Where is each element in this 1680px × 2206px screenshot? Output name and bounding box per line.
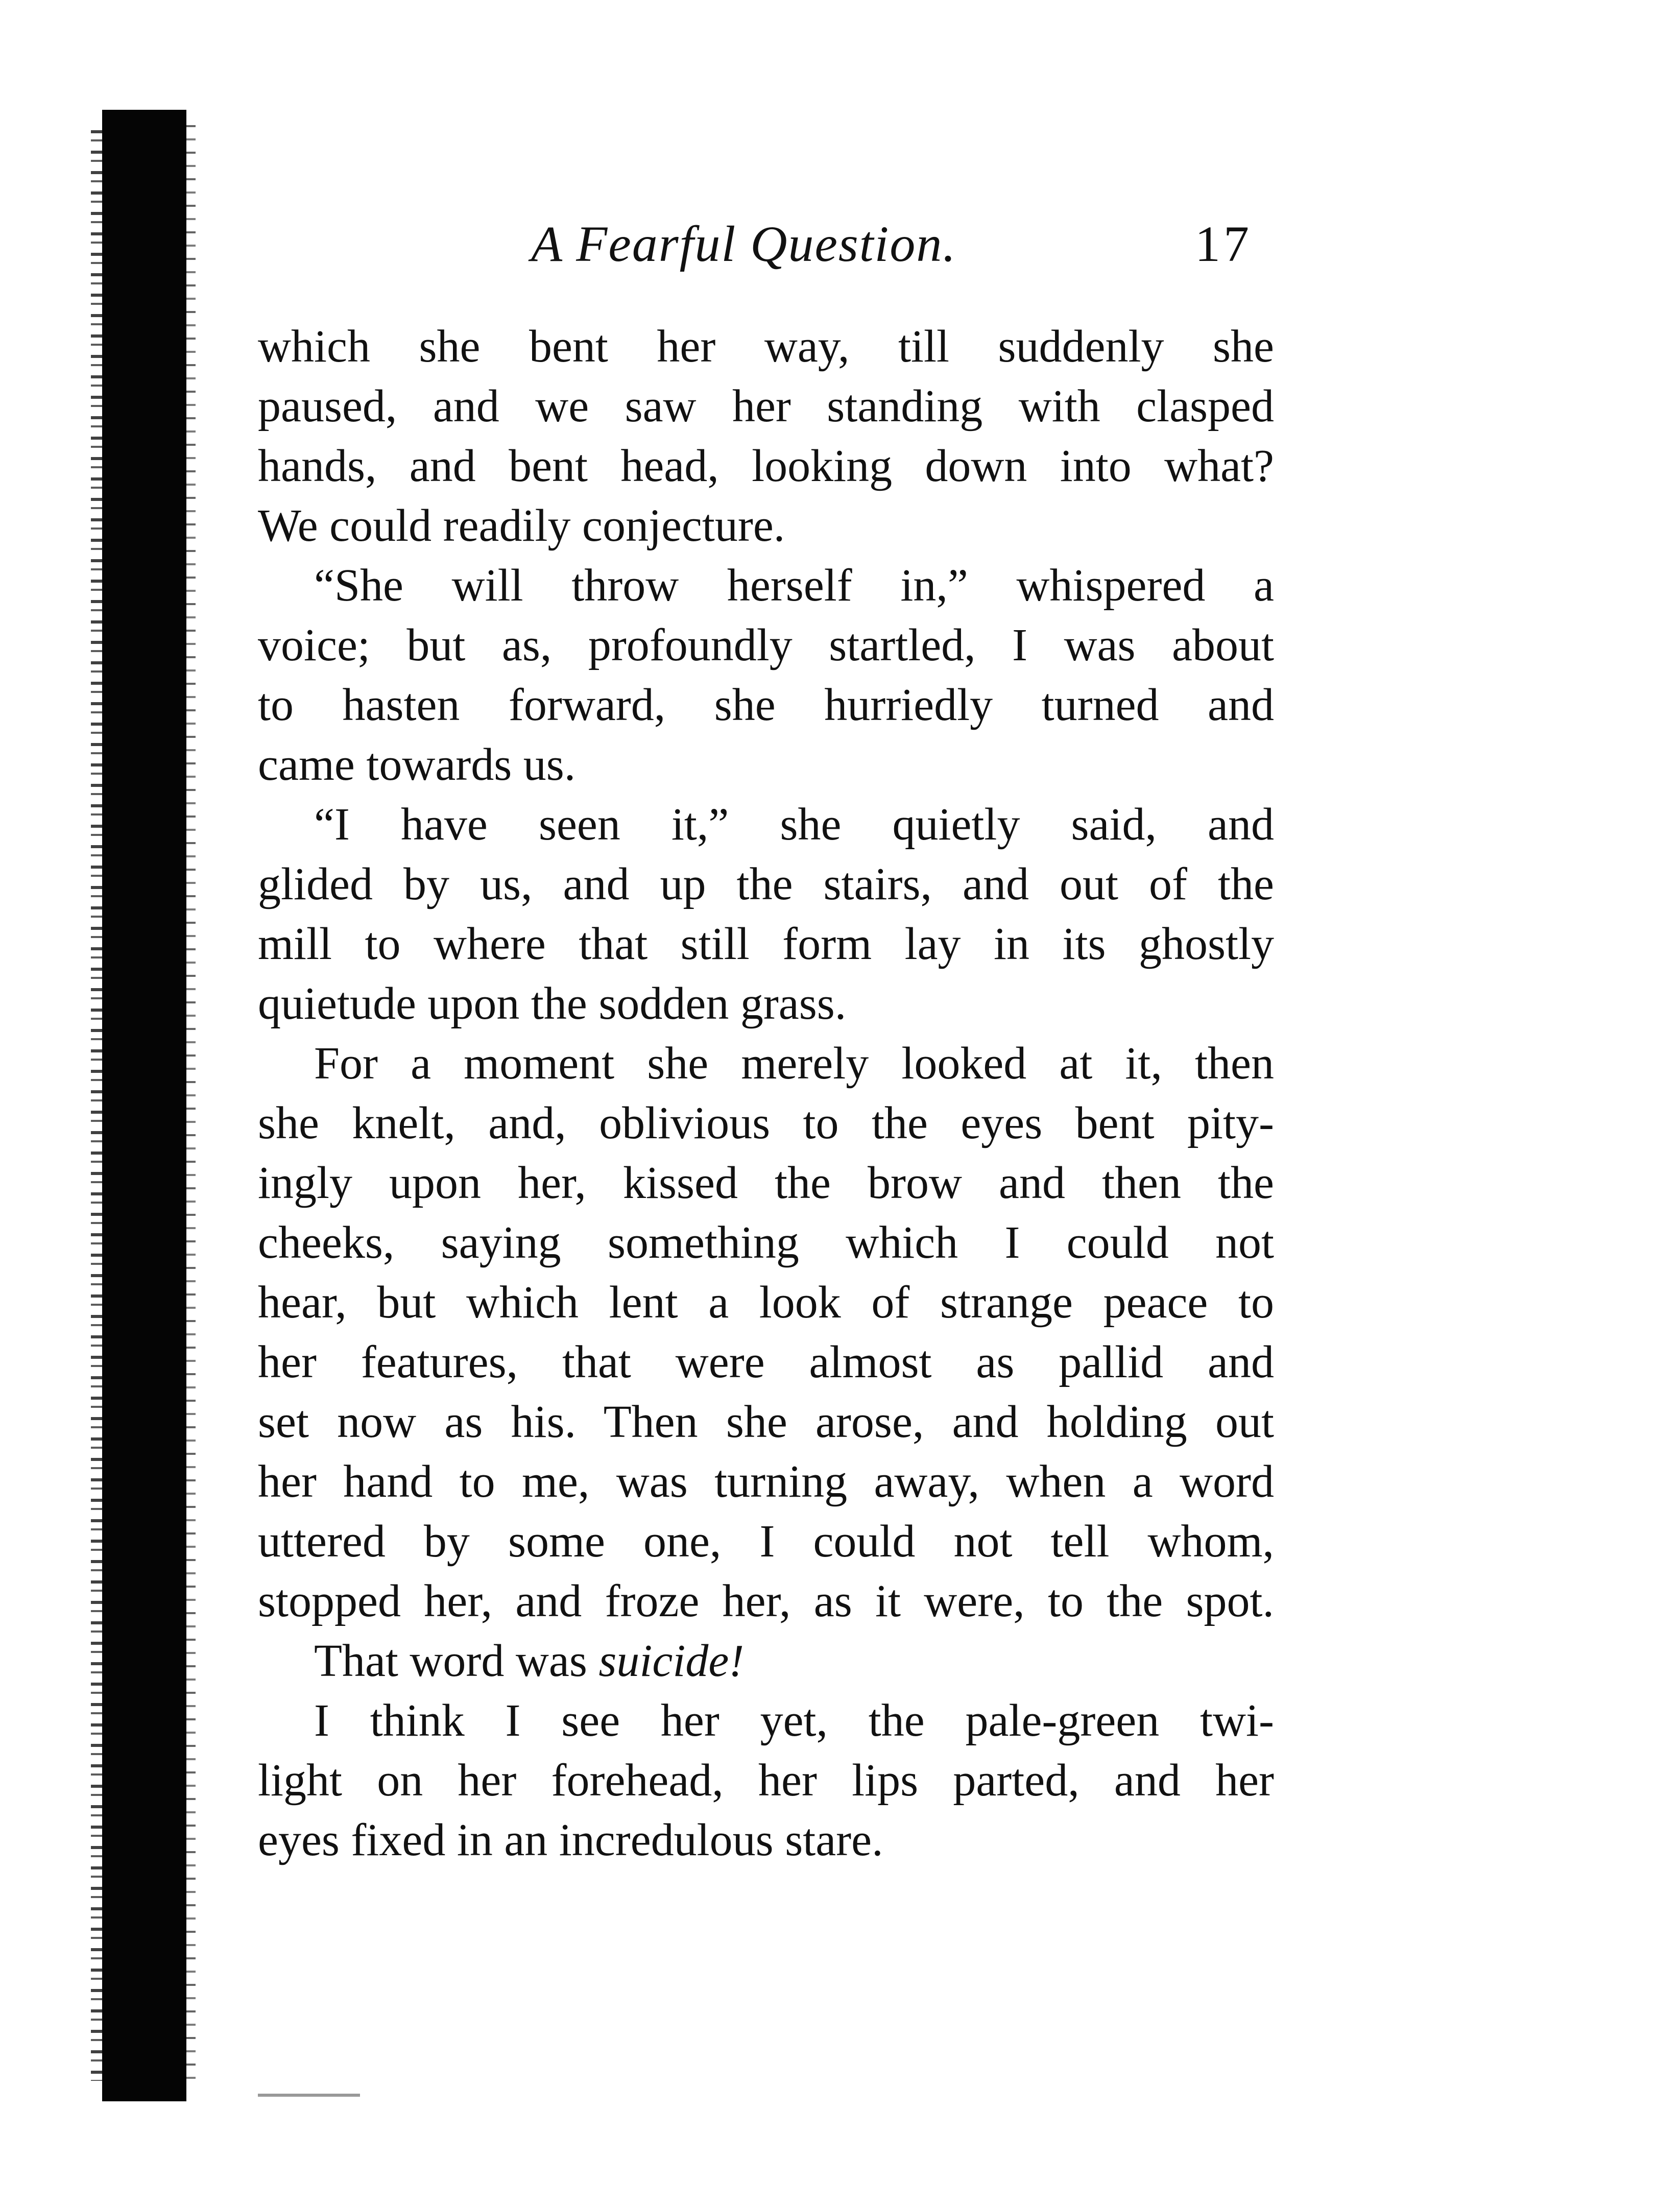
- text-line: For a moment she merely looked at it, then: [314, 1038, 1274, 1089]
- scan-smudge: [258, 2094, 360, 2097]
- text-line: glided by us, and up the stairs, and out of the: [258, 859, 1274, 909]
- text-line: which she bent her way, till suddenly she: [258, 321, 1274, 372]
- text-line: came towards us.: [258, 739, 576, 790]
- text-line: “I have seen it,” she quietly said, and: [314, 799, 1274, 850]
- text-line: she knelt, and, oblivious to the eyes bent pity-: [258, 1098, 1274, 1148]
- text-line: set now as his. Then she arose, and holding out: [258, 1397, 1274, 1447]
- text-line: her hand to me, was turning away, when a word: [258, 1456, 1274, 1507]
- text-line: eyes fixed in an incredulous stare.: [258, 1815, 883, 1865]
- text-line: cheeks, saying something which I could not: [258, 1217, 1274, 1268]
- text-line: We could readily conjecture.: [258, 500, 785, 551]
- text-line: light on her forehead, her lips parted, and her: [258, 1755, 1274, 1806]
- text-line: stopped her, and froze her, as it were, to the spot.: [258, 1576, 1274, 1626]
- text-run: That word was: [314, 1636, 599, 1686]
- text-line: quietude upon the sodden grass.: [258, 978, 847, 1029]
- text-line: ingly upon her, kissed the brow and then the: [258, 1158, 1274, 1208]
- text-line: her features, that were almost as pallid and: [258, 1337, 1274, 1387]
- scanned-binding-edge: [102, 110, 186, 2101]
- text-line: hands, and bent head, looking down into what?: [258, 441, 1274, 491]
- emphasized-word: suicide!: [598, 1636, 745, 1686]
- text-line: to hasten forward, she hurriedly turned and: [258, 680, 1274, 730]
- page-number: 17: [1195, 215, 1252, 272]
- running-title: A Fearful Question.: [531, 215, 957, 272]
- text-line: voice; but as, profoundly startled, I was about: [258, 620, 1274, 670]
- body-text: [258, 317, 1274, 1870]
- text-line: uttered by some one, I could not tell whom,: [258, 1516, 1274, 1567]
- page-header: [255, 214, 1277, 286]
- text-line: paused, and we saw her standing with clasped: [258, 381, 1274, 431]
- text-line: mill to where that still form lay in its ghostly: [258, 919, 1274, 969]
- text-line: “She will throw herself in,” whispered a: [314, 560, 1274, 611]
- text-line: I think I see her yet, the pale-green twi-: [314, 1695, 1274, 1746]
- text-line: hear, but which lent a look of strange peace to: [258, 1277, 1274, 1328]
- text-line: [258, 1631, 1274, 1691]
